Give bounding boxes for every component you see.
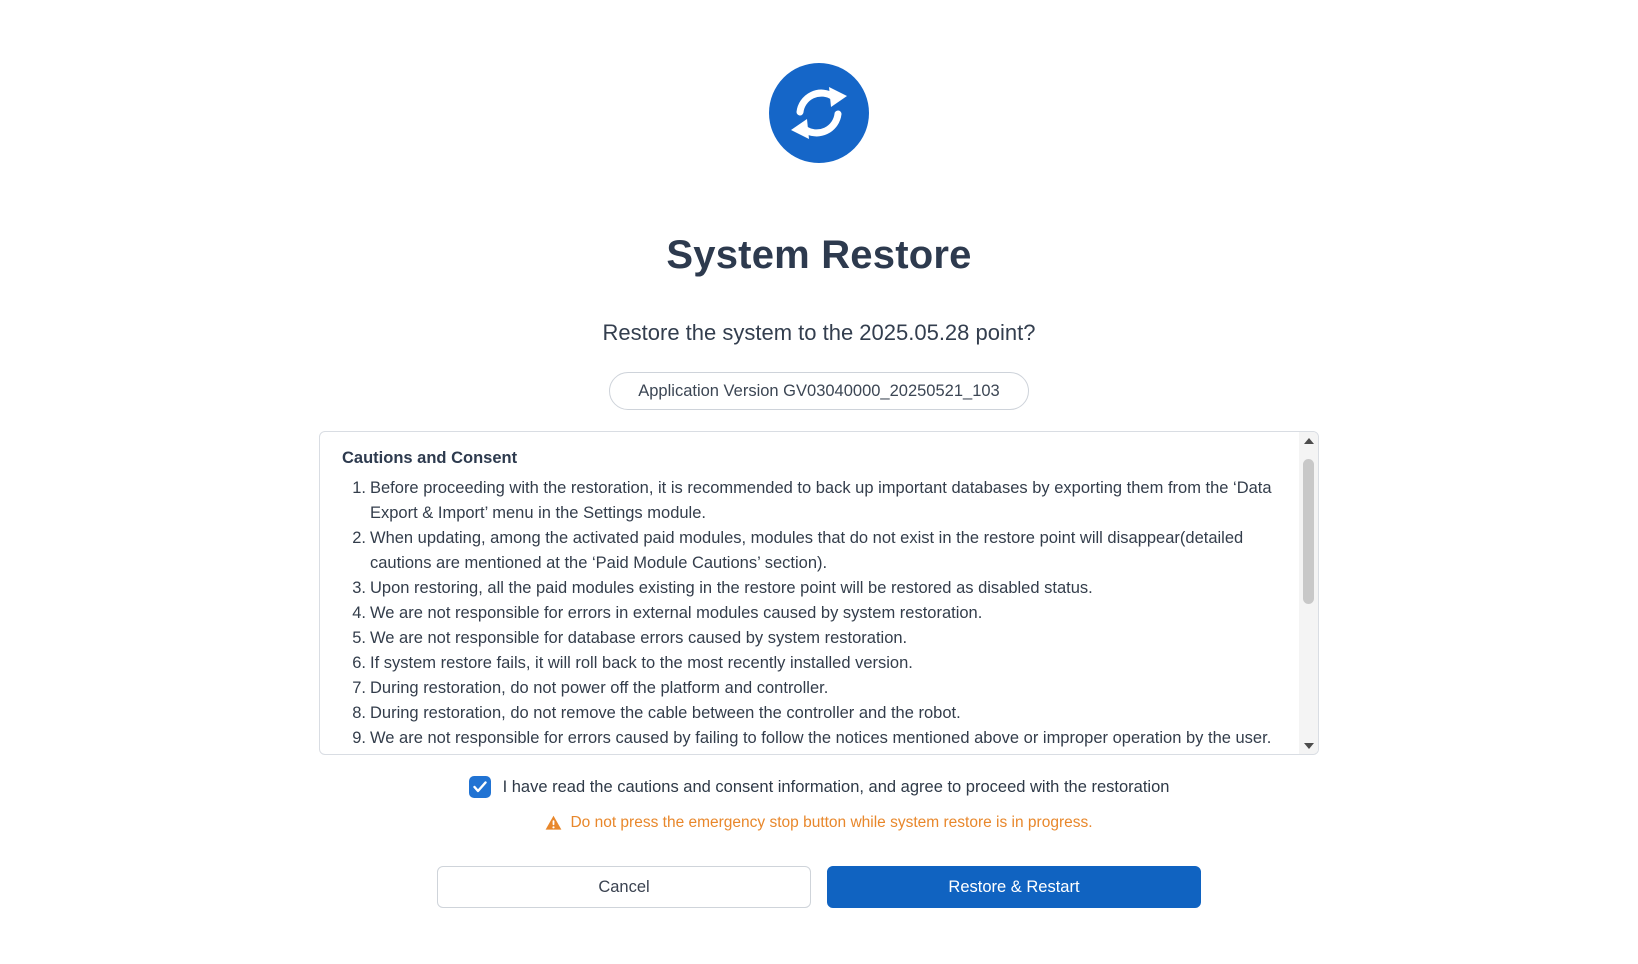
vertical-scrollbar[interactable] (1299, 432, 1318, 754)
cautions-consent-panel (319, 431, 1319, 755)
emergency-stop-warning: Do not press the emergency stop button while system restore is in progress. (570, 814, 1093, 831)
caution-item: If system restore fails, it will roll back to the most recently installed version. (370, 654, 913, 672)
scrollbar-track[interactable] (1299, 449, 1318, 737)
scrollbar-down-arrow[interactable] (1299, 737, 1318, 754)
caution-item: During restoration, do not remove the cable between the controller and the robot. (370, 704, 961, 722)
application-version-badge: Application Version GV03040000_20250521_103 (609, 372, 1028, 410)
caution-item: Before proceeding with the restoration, it is recommended to back up important databases by exporting them from the ‘Data Export & Import’ menu in the Settings module. (370, 479, 1272, 522)
caution-item: We are not responsible for errors caused by failing to follow the notices mentioned above or improper operation by the user. (370, 729, 1272, 747)
scrollbar-thumb[interactable] (1303, 459, 1314, 604)
restore-restart-button[interactable]: Restore & Restart (827, 866, 1201, 908)
caution-item: We are not responsible for errors in external modules caused by system restoration. (370, 604, 983, 622)
system-restore-icon (769, 63, 869, 163)
checkmark-icon (473, 781, 487, 793)
scrollbar-up-arrow[interactable] (1299, 432, 1318, 449)
caution-item: We are not responsible for database errors caused by system restoration. (370, 629, 908, 647)
consent-label: I have read the cautions and consent information, and agree to proceed with the restoration (502, 777, 1170, 796)
cautions-heading: Cautions and Consent (342, 449, 518, 467)
caution-item: Upon restoring, all the paid modules existing in the restore point will be restored as disabled status. (370, 579, 1093, 597)
caution-item: When updating, among the activated paid modules, modules that do not exist in the restore point will disappear(detailed cautions are mentioned at the ‘Paid Module Cautions’ section). (370, 529, 1244, 572)
cancel-button[interactable]: Cancel (437, 866, 811, 908)
sync-restore-icon (769, 63, 869, 163)
consent-checkbox[interactable] (469, 776, 491, 798)
restore-point-question: Restore the system to the 2025.05.28 point? (602, 320, 1036, 345)
cautions-consent-content (320, 432, 1299, 754)
warning-triangle-icon (545, 815, 562, 831)
page-title: System Restore (666, 233, 972, 277)
caution-item: During restoration, do not power off the platform and controller. (370, 679, 829, 697)
cautions-list (342, 476, 1283, 751)
